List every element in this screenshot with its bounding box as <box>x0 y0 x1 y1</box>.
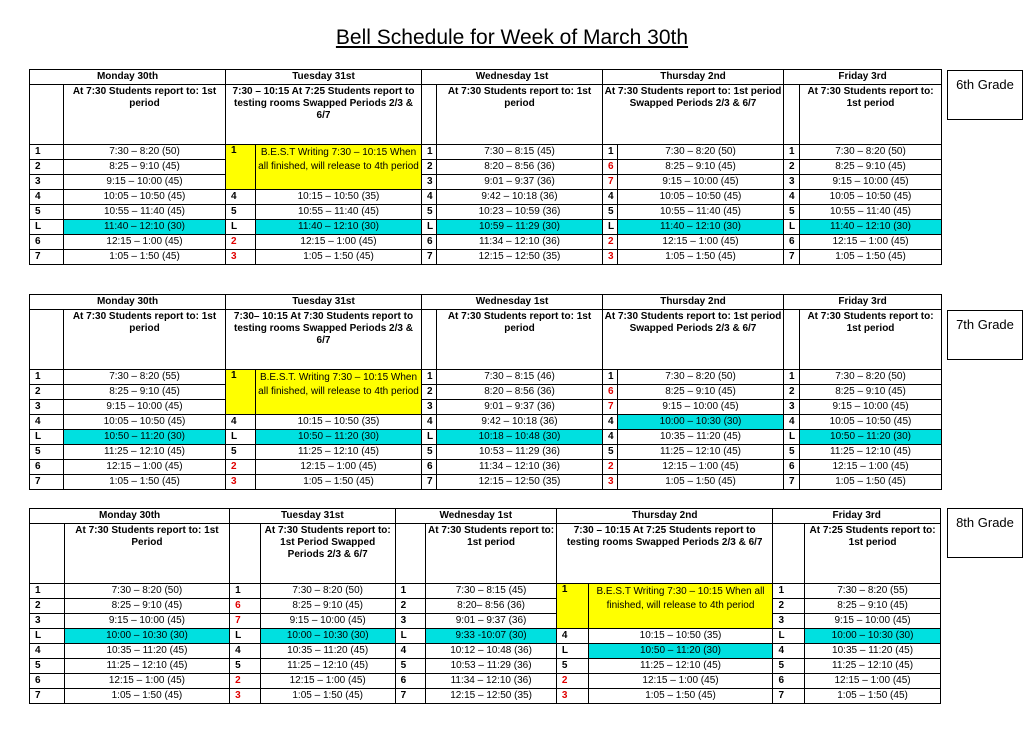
period-time: 10:05 – 10:50 (45) <box>64 190 226 205</box>
grade-label: 8th Grade <box>947 508 1023 558</box>
period-number: 2 <box>422 160 437 175</box>
period-number: 6 <box>784 235 800 250</box>
period-time: 12:15 – 1:00 (45) <box>800 460 942 475</box>
period-number: 6 <box>395 674 426 689</box>
period-number: 1 <box>784 145 800 160</box>
period-number: L <box>422 220 437 235</box>
grade-label: 7th Grade <box>947 310 1023 360</box>
period-time: 11:34 – 12:10 (36) <box>437 460 603 475</box>
period-number: 5 <box>30 445 64 460</box>
period-number: 2 <box>784 385 800 400</box>
period-number: 1 <box>30 145 64 160</box>
period-number: 2 <box>30 160 64 175</box>
period-number: 4 <box>226 415 256 430</box>
day-header: Wednesday 1st <box>422 295 603 310</box>
period-number: 3 <box>603 475 618 490</box>
table-row <box>30 644 941 659</box>
period-number: 7 <box>395 689 426 704</box>
period-number: 3 <box>230 689 261 704</box>
period-time: 10:55 – 11:40 (45) <box>64 205 226 220</box>
lunch-time: 10:59 – 11:29 (30) <box>437 220 603 235</box>
table-row <box>30 415 942 430</box>
period-number: L <box>784 220 800 235</box>
period-time: 7:30 – 8:20 (50) <box>260 584 395 599</box>
period-number: 6 <box>603 385 618 400</box>
table-row <box>30 190 942 205</box>
day-note: At 7:30 Students report to: 1st period Swapped Periods 2/3 & 6/7 <box>603 85 784 145</box>
period-number: 1 <box>784 370 800 385</box>
period-number: 3 <box>784 400 800 415</box>
period-time: 10:05 – 10:50 (45) <box>618 190 784 205</box>
day-header: Friday 3rd <box>784 295 942 310</box>
period-number: 3 <box>226 250 256 265</box>
day-note: 7:30 – 10:15 At 7:25 Students report to testing rooms Swapped Periods 2/3 & 6/7 <box>556 524 773 584</box>
period-time: 10:15 – 10:50 (35) <box>588 629 773 644</box>
period-number: L <box>226 220 256 235</box>
period-time: 8:25 – 9:10 (45) <box>260 599 395 614</box>
table-row <box>30 445 942 460</box>
day-note: 7:30 – 10:15 At 7:25 Students report to testing rooms Swapped Periods 2/3 & 6/7 <box>226 85 422 145</box>
day-header: Thursday 2nd <box>556 509 773 524</box>
table-row <box>30 250 942 265</box>
period-time: 10:35 – 11:20 (45) <box>260 644 395 659</box>
period-number: 2 <box>395 599 426 614</box>
period-number: 1 <box>30 370 64 385</box>
lunch-time: 11:40 – 12:10 (30) <box>64 220 226 235</box>
table-row <box>30 220 942 235</box>
grade6-schedule-table <box>29 69 942 265</box>
period-number: 6 <box>603 160 618 175</box>
best-writing-note: B.E.S.T Writing 7:30 – 10:15 When all finished, will release to 4th period <box>256 145 422 190</box>
period-time: 1:05 – 1:50 (45) <box>64 250 226 265</box>
period-time: 9:01 – 9:37 (36) <box>426 614 557 629</box>
period-number: 4 <box>30 190 64 205</box>
period-time: 9:15 – 10:00 (45) <box>260 614 395 629</box>
best-writing-note: B.E.S.T Writing 7:30 – 10:15 When all finished, will release to 4th period <box>588 584 773 629</box>
period-time: 7:30 – 8:20 (55) <box>64 370 226 385</box>
day-header: Thursday 2nd <box>603 70 784 85</box>
period-number: 2 <box>30 385 64 400</box>
period-time: 10:55 – 11:40 (45) <box>256 205 422 220</box>
period-time: 12:15 – 1:00 (45) <box>618 235 784 250</box>
period-number: 6 <box>422 235 437 250</box>
day-note: At 7:25 Students report to: 1st period <box>805 524 941 584</box>
period-time: 9:15 – 10:00 (45) <box>800 175 942 190</box>
period-time: 10:23 – 10:59 (36) <box>437 205 603 220</box>
table-row <box>30 430 942 445</box>
period-time: 8:25 – 9:10 (45) <box>800 160 942 175</box>
period-number: 2 <box>30 599 65 614</box>
table-row <box>30 475 942 490</box>
period-time: 9:15 – 10:00 (45) <box>64 400 226 415</box>
period-time: 10:55 – 11:40 (45) <box>618 205 784 220</box>
day-note: At 7:30 Students report to: 1st Period Swapped Periods 2/3 & 6/7 <box>260 524 395 584</box>
period-number: 6 <box>784 460 800 475</box>
lunch-time: 9:33 -10:07 (30) <box>426 629 557 644</box>
period-time: 10:53 – 11:29 (36) <box>437 445 603 460</box>
period-number: 5 <box>422 445 437 460</box>
period-time: 8:25 – 9:10 (45) <box>618 160 784 175</box>
period-number: 4 <box>603 415 618 430</box>
period-time: 1:05 – 1:50 (45) <box>800 250 942 265</box>
lunch-time: 10:00 – 10:30 (30) <box>64 629 229 644</box>
period-number: 7 <box>230 614 261 629</box>
period-number: 5 <box>784 445 800 460</box>
grade7-schedule-table <box>29 294 942 490</box>
period-time: 10:05 – 10:50 (45) <box>800 415 942 430</box>
period-time: 1:05 – 1:50 (45) <box>256 475 422 490</box>
period-number: 1 <box>226 145 256 190</box>
lunch-time: 11:40 – 12:10 (30) <box>256 220 422 235</box>
period-time: 11:25 – 12:10 (45) <box>588 659 773 674</box>
period-number: L <box>30 430 64 445</box>
period-number: 1 <box>422 145 437 160</box>
period-number: 4 <box>556 629 588 644</box>
period-time: 12:15 – 12:50 (35) <box>426 689 557 704</box>
period-number: 2 <box>556 674 588 689</box>
lunch-time: 10:50 – 11:20 (30) <box>64 430 226 445</box>
period-time: 8:25 – 9:10 (45) <box>64 599 229 614</box>
period-number: 5 <box>773 659 805 674</box>
period-time: 10:05 – 10:50 (45) <box>64 415 226 430</box>
table-row <box>30 659 941 674</box>
period-time: 1:05 – 1:50 (45) <box>64 689 229 704</box>
period-time: 11:34 – 12:10 (36) <box>426 674 557 689</box>
period-number: 4 <box>784 190 800 205</box>
grade8-schedule-table <box>29 508 941 704</box>
period-number: 3 <box>226 475 256 490</box>
period-time: 10:15 – 10:50 (35) <box>256 415 422 430</box>
period-time: 12:15 – 12:50 (35) <box>437 475 603 490</box>
period-time: 1:05 – 1:50 (45) <box>64 475 226 490</box>
period-number: 5 <box>395 659 426 674</box>
period-time: 7:30 – 8:15 (45) <box>437 145 603 160</box>
period-number: 1 <box>556 584 588 629</box>
period-number: 1 <box>230 584 261 599</box>
period-number: 2 <box>226 235 256 250</box>
period-time: 10:35 – 11:20 (45) <box>64 644 229 659</box>
day-note: At 7:30 Students report to: 1st period <box>437 85 603 145</box>
period-number: L <box>603 220 618 235</box>
period-time: 12:15 – 1:00 (45) <box>588 674 773 689</box>
period-number: 1 <box>226 370 256 415</box>
period-time: 10:05 – 10:50 (45) <box>800 190 942 205</box>
period-number: 5 <box>784 205 800 220</box>
period-number: 4 <box>226 190 256 205</box>
day-header: Monday 30th <box>30 295 226 310</box>
period-time: 1:05 – 1:50 (45) <box>800 475 942 490</box>
day-header: Tuesday 31st <box>230 509 395 524</box>
period-time: 11:25 – 12:10 (45) <box>64 445 226 460</box>
period-number: 1 <box>773 584 805 599</box>
period-time: 8:20 – 8:56 (36) <box>437 385 603 400</box>
period-time: 11:25 – 12:10 (45) <box>800 445 942 460</box>
period-time: 12:15 – 1:00 (45) <box>800 235 942 250</box>
period-number: 2 <box>230 674 261 689</box>
period-number: 7 <box>784 250 800 265</box>
period-number: 5 <box>556 659 588 674</box>
day-header: Tuesday 31st <box>226 295 422 310</box>
period-number: 3 <box>773 614 805 629</box>
period-time: 12:15 – 1:00 (45) <box>618 460 784 475</box>
day-note: At 7:30 Students report to: 1st period <box>437 310 603 370</box>
period-time: 12:15 – 1:00 (45) <box>256 460 422 475</box>
period-time: 8:25 – 9:10 (45) <box>618 385 784 400</box>
period-time: 7:30 – 8:20 (50) <box>64 145 226 160</box>
table-row <box>30 235 942 250</box>
period-time: 1:05 – 1:50 (45) <box>618 475 784 490</box>
period-time: 12:15 – 1:00 (45) <box>256 235 422 250</box>
period-number: 7 <box>422 250 437 265</box>
period-number: 2 <box>603 460 618 475</box>
lunch-time: 10:00 – 10:30 (30) <box>805 629 941 644</box>
period-time: 10:53 – 11:29 (36) <box>426 659 557 674</box>
period-number: 6 <box>773 674 805 689</box>
period-number: 4 <box>603 430 618 445</box>
period-time: 7:30 – 8:20 (50) <box>800 145 942 160</box>
period-time: 11:34 – 12:10 (36) <box>437 235 603 250</box>
day-header: Friday 3rd <box>773 509 941 524</box>
period-number: 3 <box>395 614 426 629</box>
period-time: 7:30 – 8:20 (50) <box>800 370 942 385</box>
period-number: 6 <box>30 674 65 689</box>
period-time: 12:15 – 1:00 (45) <box>64 674 229 689</box>
period-number: 3 <box>30 175 64 190</box>
period-number: 6 <box>30 235 64 250</box>
period-time: 10:15 – 10:50 (35) <box>256 190 422 205</box>
period-number: 3 <box>30 400 64 415</box>
period-time: 10:35 – 11:20 (45) <box>618 430 784 445</box>
period-time: 9:15 – 10:00 (45) <box>618 400 784 415</box>
period-number: L <box>422 430 437 445</box>
period-number: 5 <box>30 205 64 220</box>
period-number: 2 <box>773 599 805 614</box>
table-row <box>30 629 941 644</box>
period-number: 1 <box>603 370 618 385</box>
period-time: 12:15 – 1:00 (45) <box>64 460 226 475</box>
period-time: 12:15 – 12:50 (35) <box>437 250 603 265</box>
period-number: 2 <box>784 160 800 175</box>
day-note: At 7:30 Students report to: 1st period <box>64 85 226 145</box>
period-number: 4 <box>773 644 805 659</box>
period-time: 11:25 – 12:10 (45) <box>256 445 422 460</box>
day-header: Wednesday 1st <box>395 509 556 524</box>
period-number: 6 <box>230 599 261 614</box>
period-number: 7 <box>603 175 618 190</box>
day-note: At 7:30 Students report to: 1st period <box>800 85 942 145</box>
period-time: 9:15 – 10:00 (45) <box>618 175 784 190</box>
period-time: 7:30 – 8:15 (46) <box>437 370 603 385</box>
table-row <box>30 460 942 475</box>
table-row <box>30 689 941 704</box>
period-time: 11:25 – 12:10 (45) <box>64 659 229 674</box>
lunch-time: 10:18 – 10:48 (30) <box>437 430 603 445</box>
period-number: L <box>230 629 261 644</box>
period-time: 9:01 – 9:37 (36) <box>437 175 603 190</box>
period-number: 7 <box>784 475 800 490</box>
lunch-time: 10:00 – 10:30 (30) <box>618 415 784 430</box>
period-number: 4 <box>395 644 426 659</box>
period-time: 9:42 – 10:18 (36) <box>437 190 603 205</box>
period-number: L <box>773 629 805 644</box>
period-time: 7:30 – 8:20 (50) <box>618 145 784 160</box>
period-time: 11:25 – 12:10 (45) <box>260 659 395 674</box>
lunch-time: 10:50 – 11:20 (30) <box>256 430 422 445</box>
period-time: 9:15 – 10:00 (45) <box>64 175 226 190</box>
period-time: 8:25 – 9:10 (45) <box>800 385 942 400</box>
day-header: Wednesday 1st <box>422 70 603 85</box>
period-number: 4 <box>30 644 65 659</box>
period-number: 2 <box>226 460 256 475</box>
period-number: 3 <box>422 400 437 415</box>
period-number: L <box>784 430 800 445</box>
day-header: Friday 3rd <box>784 70 942 85</box>
period-number: 5 <box>226 205 256 220</box>
period-time: 1:05 – 1:50 (45) <box>260 689 395 704</box>
period-number: 7 <box>30 475 64 490</box>
period-time: 9:15 – 10:00 (45) <box>64 614 229 629</box>
period-number: 5 <box>422 205 437 220</box>
period-number: 5 <box>30 659 65 674</box>
period-number: 6 <box>422 460 437 475</box>
day-header: Tuesday 31st <box>226 70 422 85</box>
period-time: 11:25 – 12:10 (45) <box>618 445 784 460</box>
period-number: 1 <box>603 145 618 160</box>
day-header: Monday 30th <box>30 509 230 524</box>
period-number: 1 <box>422 370 437 385</box>
period-time: 9:42 – 10:18 (36) <box>437 415 603 430</box>
period-number: 2 <box>603 235 618 250</box>
period-number: 3 <box>556 689 588 704</box>
table-row <box>30 674 941 689</box>
period-time: 8:25 – 9:10 (45) <box>805 599 941 614</box>
period-time: 8:20 – 8:56 (36) <box>437 160 603 175</box>
table-row <box>30 205 942 220</box>
period-number: 4 <box>230 644 261 659</box>
period-number: 5 <box>603 445 618 460</box>
period-time: 1:05 – 1:50 (45) <box>588 689 773 704</box>
period-time: 8:25 – 9:10 (45) <box>64 385 226 400</box>
period-time: 10:55 – 11:40 (45) <box>800 205 942 220</box>
period-number: 5 <box>603 205 618 220</box>
period-number: 4 <box>603 190 618 205</box>
period-number: 1 <box>395 584 426 599</box>
period-number: 4 <box>422 415 437 430</box>
period-time: 11:25 – 12:10 (45) <box>805 659 941 674</box>
period-number: L <box>556 644 588 659</box>
best-writing-note: B.E.S.T. Writing 7:30 – 10:15 When all finished, will release to 4th period <box>256 370 422 415</box>
period-number: 4 <box>784 415 800 430</box>
period-time: 10:12 – 10:48 (36) <box>426 644 557 659</box>
period-number: L <box>30 629 65 644</box>
period-time: 9:15 – 10:00 (45) <box>805 614 941 629</box>
period-number: 7 <box>422 475 437 490</box>
period-time: 9:15 – 10:00 (45) <box>800 400 942 415</box>
period-number: L <box>395 629 426 644</box>
period-number: 7 <box>30 250 64 265</box>
day-note: At 7:30 Students report to: 1st Period <box>64 524 229 584</box>
period-number: 3 <box>30 614 65 629</box>
period-number: L <box>226 430 256 445</box>
period-number: 3 <box>603 250 618 265</box>
period-time: 12:15 – 1:00 (45) <box>805 674 941 689</box>
period-time: 7:30 – 8:20 (50) <box>64 584 229 599</box>
page-title: Bell Schedule for Week of March 30th <box>335 26 689 49</box>
period-number: 4 <box>422 190 437 205</box>
period-number: 6 <box>30 460 64 475</box>
day-note: At 7:30 Students report to: 1st period <box>64 310 226 370</box>
period-number: L <box>30 220 64 235</box>
period-number: 5 <box>230 659 261 674</box>
period-time: 7:30 – 8:15 (45) <box>426 584 557 599</box>
period-number: 3 <box>422 175 437 190</box>
period-time: 7:30 – 8:20 (50) <box>618 370 784 385</box>
period-time: 8:25 – 9:10 (45) <box>64 160 226 175</box>
period-time: 12:15 – 1:00 (45) <box>64 235 226 250</box>
period-time: 12:15 – 1:00 (45) <box>260 674 395 689</box>
day-header: Monday 30th <box>30 70 226 85</box>
period-time: 1:05 – 1:50 (45) <box>805 689 941 704</box>
period-number: 5 <box>226 445 256 460</box>
period-time: 1:05 – 1:50 (45) <box>618 250 784 265</box>
period-time: 7:30 – 8:20 (55) <box>805 584 941 599</box>
lunch-time: 11:40 – 12:10 (30) <box>618 220 784 235</box>
lunch-time: 10:50 – 11:20 (30) <box>800 430 942 445</box>
period-time: 10:35 – 11:20 (45) <box>805 644 941 659</box>
lunch-time: 10:00 – 10:30 (30) <box>260 629 395 644</box>
grade-label: 6th Grade <box>947 70 1023 120</box>
lunch-time: 10:50 – 11:20 (30) <box>588 644 773 659</box>
period-number: 2 <box>422 385 437 400</box>
lunch-time: 11:40 – 12:10 (30) <box>800 220 942 235</box>
period-number: 3 <box>784 175 800 190</box>
day-note: 7:30– 10:15 At 7:30 Students report to testing rooms Swapped Periods 2/3 & 6/7 <box>226 310 422 370</box>
period-time: 9:01 – 9:37 (36) <box>437 400 603 415</box>
period-time: 1:05 – 1:50 (45) <box>256 250 422 265</box>
period-number: 7 <box>773 689 805 704</box>
day-note: At 7:30 Students report to: 1st period Swapped Periods 2/3 & 6/7 <box>603 310 784 370</box>
day-header: Thursday 2nd <box>603 295 784 310</box>
period-number: 1 <box>30 584 65 599</box>
period-time: 8:20– 8:56 (36) <box>426 599 557 614</box>
period-number: 7 <box>603 400 618 415</box>
period-number: 7 <box>30 689 65 704</box>
period-number: 4 <box>30 415 64 430</box>
day-note: At 7:30 Students report to: 1st period <box>800 310 942 370</box>
day-note: At 7:30 Students report to: 1st period <box>426 524 557 584</box>
